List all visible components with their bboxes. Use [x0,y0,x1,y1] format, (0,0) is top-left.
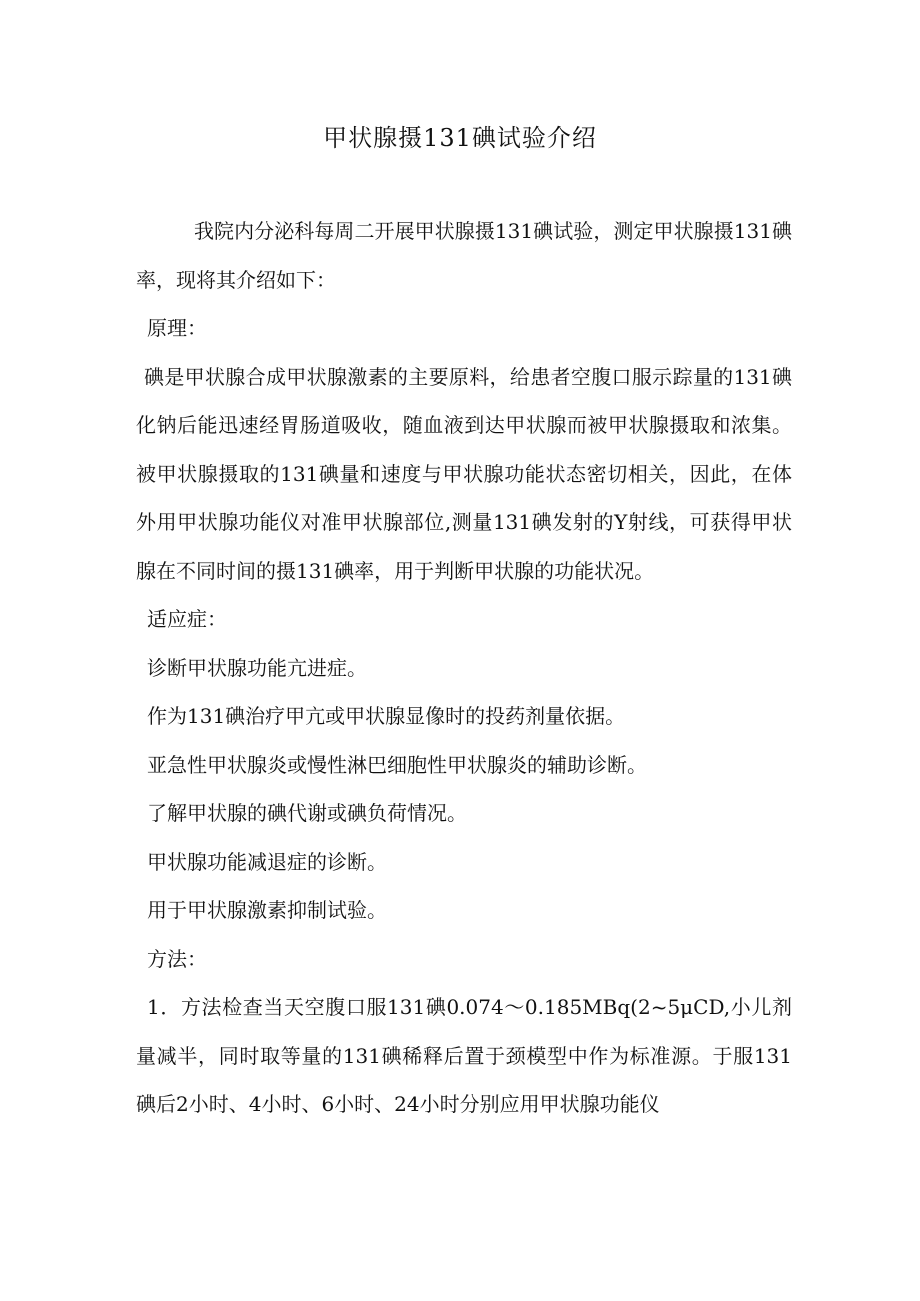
indication-item: 了解甲状腺的碘代谢或碘负荷情况。 [147,801,467,825]
indication-item: 作为131碘治疗甲亢或甲状腺显像时的投药剂量依据。 [147,704,626,728]
method-heading: 方法： [147,946,207,971]
principle-heading: 原理： [147,316,207,340]
document-title: 甲状腺摄131碘试验介绍 [323,124,597,152]
intro-paragraph: 我院内分泌科每周二开展甲状腺摄131碘试验，测定甲状腺摄131碘率，现将其介绍如下： [136,219,792,292]
document-body [136,207,792,1129]
indication-item: 甲状腺功能减退症的诊断。 [147,849,387,874]
principle-paragraph: 碘是甲状腺合成甲状腺激素的主要原料，给患者空腹口服示踪量的131碘化钠后能迅速经胃肠道吸收，随血液到达甲状腺而被甲状腺摄取和浓集。被甲状腺摄取的131碘量和速度与甲状腺功能状态密切相关，因此，在体外用甲状腺功能仪对准甲状腺部位,测量131碘发射的Y射线，可获得甲状腺在不同时间的摄131碘率，用于判断甲状腺的功能状况。 [136,364,792,583]
method-paragraph: 1．方法检查当天空腹口服131碘0.074～0.185MBq(2~5μCD,小儿剂量减半，同时取等量的131碘稀释后置于颈模型中作为标准源。于服131碘后2小时、4小时、6小时、24小时分别应用甲状腺功能仪 [136,995,792,1116]
indication-item: 诊断甲状腺功能亢进症。 [147,655,367,680]
indication-item: 用于甲状腺激素抑制试验。 [147,898,387,922]
indications-heading: 适应症： [147,607,227,631]
indication-item: 亚急性甲状腺炎或慢性淋巴细胞性甲状腺炎的辅助诊断。 [147,752,647,777]
